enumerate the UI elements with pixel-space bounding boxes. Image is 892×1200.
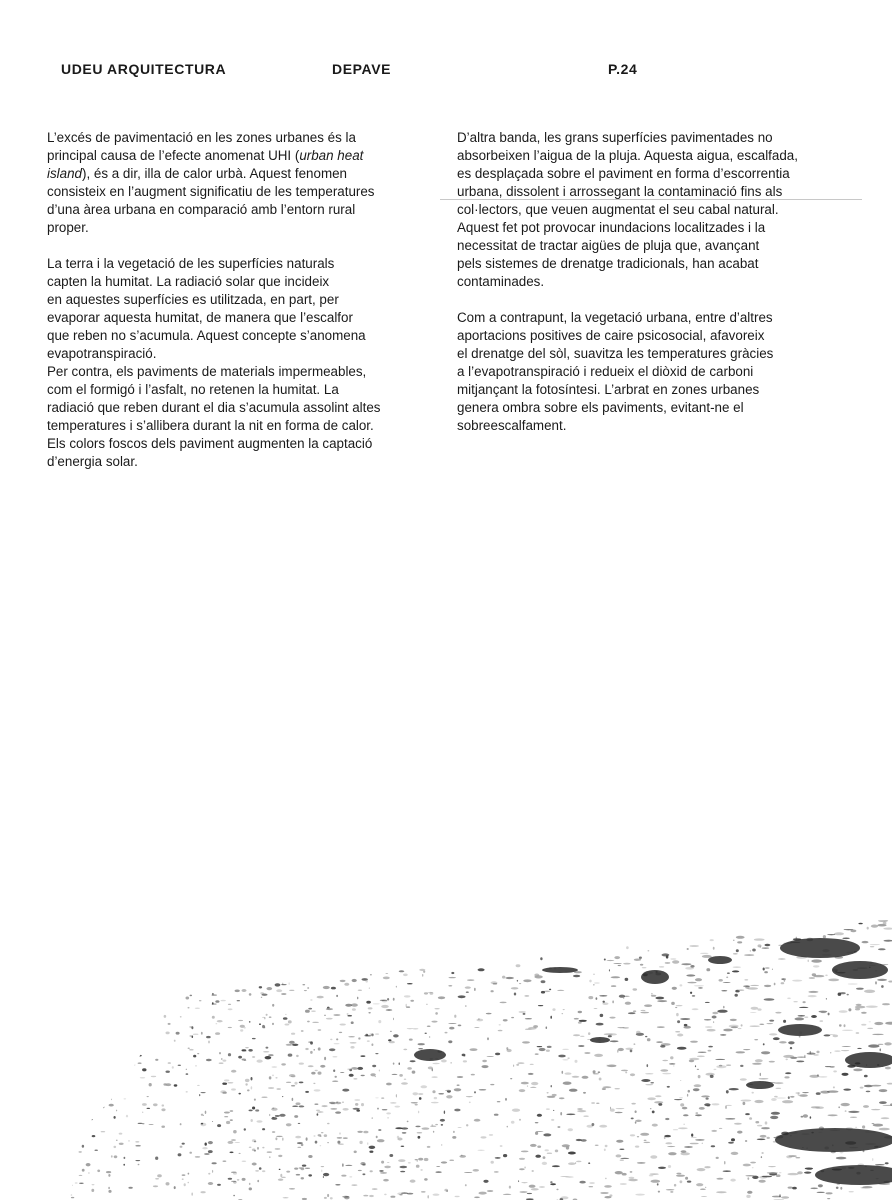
text-line: genera ombra sobre els paviments, evitant-ne el bbox=[457, 400, 744, 415]
terrain-texture bbox=[60, 920, 892, 1200]
text-run: principal causa de l’efecte anomenat UHI ( bbox=[47, 148, 300, 163]
page-number: P.24 bbox=[608, 61, 638, 77]
italic-term: island bbox=[47, 166, 82, 181]
text-line: proper. bbox=[47, 220, 89, 235]
text-line: col·lectors, que veuen augmentat el seu cabal natural. bbox=[457, 202, 779, 217]
text-line: Aquest fet pot provocar inundacions localitzades i la bbox=[457, 220, 766, 235]
text-line: absorbeixen l’aigua de la pluja. Aquesta aigua, escalfada, bbox=[457, 148, 798, 163]
text-line: necessitat de tractar aigües de pluja que, avançant bbox=[457, 238, 760, 253]
text-line: a l’evapotranspiració i redueix el diòxid de carboni bbox=[457, 364, 754, 379]
text-column-right bbox=[457, 129, 852, 435]
text-line: el drenatge del sòl, suavitza les temperatures gràcies bbox=[457, 346, 774, 361]
text-line: que reben no s’acumula. Aquest concepte s’anomena bbox=[47, 328, 366, 343]
text-line: d’energia solar. bbox=[47, 454, 138, 469]
paragraph-runoff bbox=[457, 129, 852, 291]
paragraph-gap bbox=[457, 291, 852, 309]
text-line: pels sistemes de drenatge tradicionals, han acabat bbox=[457, 256, 759, 271]
text-line: radiació que reben durant el dia s’acumula assolint altes bbox=[47, 400, 381, 415]
text-line: evapotranspiració. bbox=[47, 346, 157, 361]
text-line: d’una àrea urbana en comparació amb l’entorn rural bbox=[47, 202, 356, 217]
publication-name: UDEU ARQUITECTURA bbox=[61, 61, 227, 77]
paragraph-uhi bbox=[47, 129, 432, 237]
text-line: en aquestes superfícies es utilitzada, en part, per bbox=[47, 292, 339, 307]
text-column-left bbox=[47, 129, 432, 471]
text-line: temperatures i s’allibera durant la nit en forma de calor. bbox=[47, 418, 374, 433]
text-line: consisteix en l’augment significatiu de les temperatures bbox=[47, 184, 375, 199]
text-line bbox=[47, 165, 432, 183]
text-line: D’altra banda, les grans superfícies pavimentades no bbox=[457, 130, 773, 145]
text-line: Com a contrapunt, la vegetació urbana, entre d’altres bbox=[457, 310, 773, 325]
text-line: com el formigó i l’asfalt, no retenen la humitat. La bbox=[47, 382, 339, 397]
italic-term: urban heat bbox=[299, 148, 364, 163]
text-line: Els colors foscos dels paviment augmenten la captació bbox=[47, 436, 373, 451]
text-line: aportacions positives de caire psicosocial, afavoreix bbox=[457, 328, 765, 343]
text-line: La terra i la vegetació de les superfícies naturals bbox=[47, 256, 335, 271]
text-line: capten la humitat. La radiació solar que incideix bbox=[47, 274, 330, 289]
section-title: DEPAVE bbox=[332, 61, 392, 77]
text-line: sobreescalfament. bbox=[457, 418, 567, 433]
text-line: contaminades. bbox=[457, 274, 545, 289]
text-run: ), és a dir, illa de calor urbà. Aquest fenomen bbox=[82, 166, 347, 181]
paragraph-gap bbox=[47, 237, 432, 255]
text-line: L’excés de pavimentació en les zones urbanes és la bbox=[47, 130, 356, 145]
text-line: urbana, dissolent i arrossegant la contaminació fins als bbox=[457, 184, 783, 199]
terrain-photo-icon bbox=[0, 900, 892, 1200]
text-line: es desplaçada sobre el paviment en forma d’escorrentia bbox=[457, 166, 790, 181]
text-line: Per contra, els paviments de materials impermeables, bbox=[47, 364, 367, 379]
text-line: evaporar aquesta humitat, de manera que l’escalfor bbox=[47, 310, 353, 325]
text-line bbox=[47, 147, 432, 165]
text-line: mitjançant la fotosíntesi. L’arbrat en zones urbanes bbox=[457, 382, 760, 397]
paragraph-vegetation bbox=[457, 309, 852, 435]
paragraph-evapotranspiration bbox=[47, 255, 432, 471]
